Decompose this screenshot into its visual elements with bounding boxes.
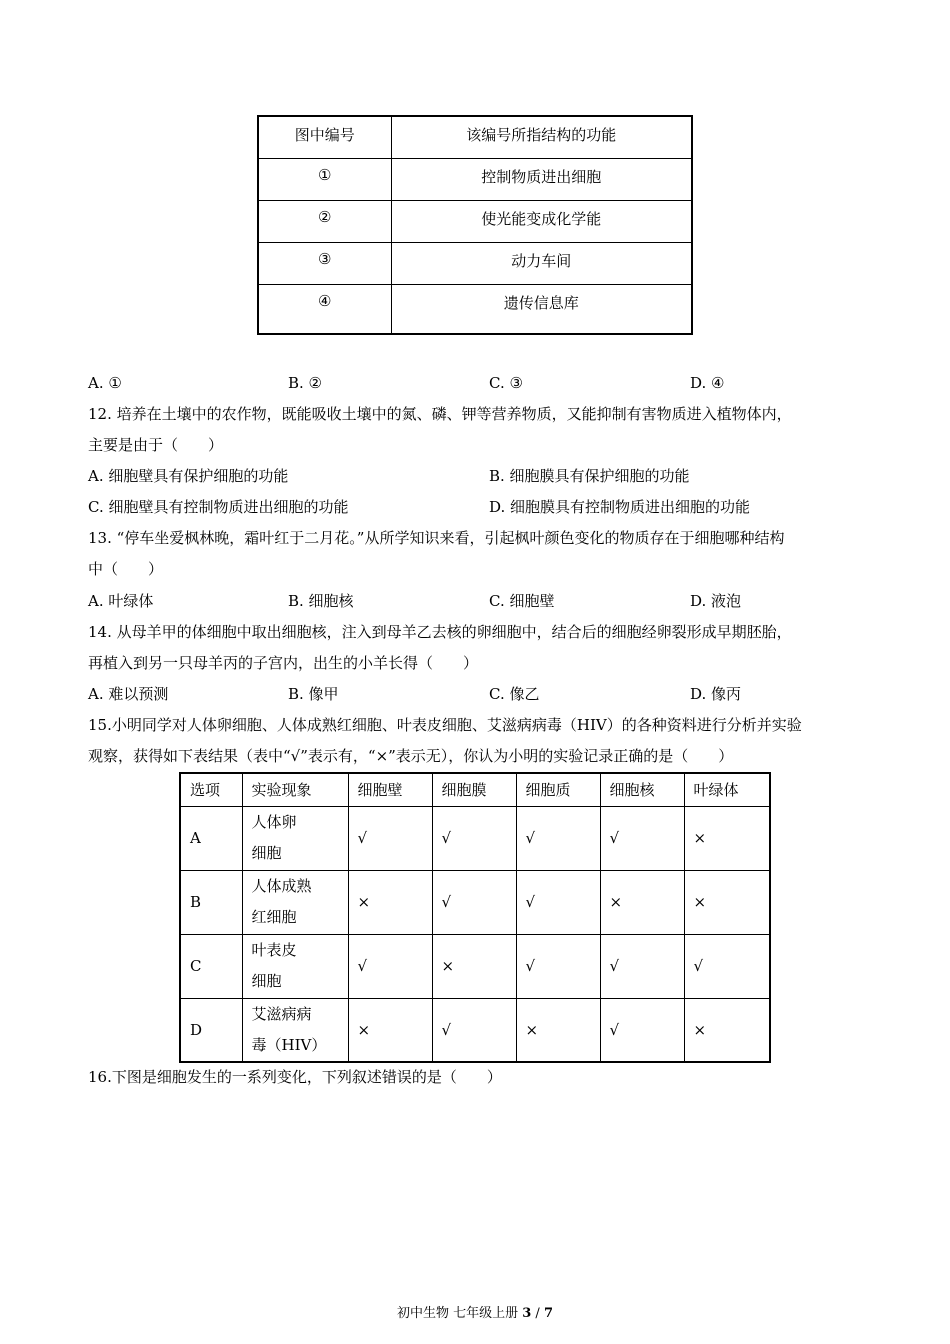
table2-header: 选项 [180,773,242,806]
q11-option-a: A. ① [88,374,122,392]
table1-cell: 动力车间 [391,242,692,284]
table2-mark: × [348,870,432,934]
q13-options [88,590,868,612]
q12-stem-line2: 主要是由于（ ） [88,436,224,454]
q13-option-a: A. 叶绿体 [88,592,154,610]
table2-row-c [180,934,770,998]
table2-mark: √ [600,934,684,998]
table2-mark: √ [348,806,432,870]
q11-option-c: C. ③ [489,374,523,392]
q13-option-c: C. 细胞壁 [489,592,555,610]
table2-option: A [180,806,242,870]
footer-page-number: 3 [522,1306,532,1321]
table2-option: B [180,870,242,934]
table2-mark: √ [432,998,516,1062]
table2-header: 叶绿体 [684,773,770,806]
table2-subject: 艾滋病病 毒（HIV） [242,998,348,1062]
q14-option-a: A. 难以预测 [88,685,169,703]
table2-option: D [180,998,242,1062]
q13-stem-line1: 13. “停车坐爱枫林晚，霜叶红于二月花。”从所学知识来看，引起枫叶颜色变化的物质存在于细胞哪种结构 [88,529,785,547]
table2-subject: 人体卵 细胞 [242,806,348,870]
q12-option-c: C. 细胞壁具有控制物质进出细胞的功能 [88,498,349,516]
q12-stem-line1: 12. 培养在土壤中的农作物，既能吸收土壤中的氮、磷、钾等营养物质，又能抑制有害物质进入植物体内， [88,405,792,423]
table2-row-a [180,806,770,870]
table2-mark: × [516,998,600,1062]
q12-option-a: A. 细胞壁具有保护细胞的功能 [88,467,289,485]
table2-mark: √ [600,998,684,1062]
q14-option-c: C. 像乙 [489,685,540,703]
q14-options [88,683,868,705]
table2-mark: √ [432,806,516,870]
table2-header: 实验现象 [242,773,348,806]
q11-option-b: B. ② [288,374,323,392]
table2-subject: 人体成熟 红细胞 [242,870,348,934]
q15-stem-line1: 15.小明同学对人体卵细胞、人体成熟红细胞、叶表皮细胞、艾滋病病毒（HIV）的各种资料进行分析并实验 [88,716,802,734]
table1-cell: ② [258,200,391,242]
table2-mark: × [600,870,684,934]
table1-cell: 遗传信息库 [391,284,692,334]
q12-options-row2 [88,496,868,518]
q12-option-d: D. 细胞膜具有控制物质进出细胞的功能 [489,498,751,516]
table2-mark: × [348,998,432,1062]
table2-header: 细胞壁 [348,773,432,806]
q14-option-d: D. 像丙 [690,685,742,703]
table1-cell: ③ [258,242,391,284]
table2-row-d [180,998,770,1062]
experiment-results-table [179,772,771,1063]
table2-mark: √ [516,934,600,998]
table2-mark: √ [684,934,770,998]
q13-option-b: B. 细胞核 [288,592,354,610]
q14-option-b: B. 像甲 [288,685,339,703]
q11-option-d: D. ④ [690,374,725,392]
table2-header: 细胞核 [600,773,684,806]
q14-stem-line1: 14. 从母羊甲的体细胞中取出细胞核，注入到母羊乙去核的卵细胞中，结合后的细胞经卵裂形成早期胚胎， [88,623,792,641]
table2-mark: √ [516,806,600,870]
footer-separator: / [531,1306,544,1321]
table2-mark: √ [516,870,600,934]
q12-options-row1 [88,465,868,487]
table1-cell: ④ [258,284,391,334]
table1-cell: ① [258,158,391,200]
table1-cell: 使光能变成化学能 [391,200,692,242]
q13-option-d: D. 液泡 [690,592,742,610]
structure-function-table [257,115,693,335]
table2-mark: × [684,870,770,934]
footer-total-pages: 7 [543,1306,553,1321]
page-footer [0,1302,950,1321]
table2-row-b [180,870,770,934]
table2-mark: × [684,998,770,1062]
q12-option-b: B. 细胞膜具有保护细胞的功能 [489,467,690,485]
table2-mark: √ [600,806,684,870]
q13-stem-line2: 中（ ） [88,560,164,578]
table2-subject: 叶表皮 细胞 [242,934,348,998]
table2-option: C [180,934,242,998]
table2-mark: × [432,934,516,998]
q14-stem-line2: 再植入到另一只母羊丙的子宫内，出生的小羊长得（ ） [88,654,479,672]
q11-options [88,372,868,394]
table2-mark: × [684,806,770,870]
table2-mark: √ [432,870,516,934]
footer-subject: 初中生物 七年级上册 [396,1306,523,1321]
table2-mark: √ [348,934,432,998]
table2-header: 细胞质 [516,773,600,806]
table1-cell: 控制物质进出细胞 [391,158,692,200]
q16-stem: 16.下图是细胞发生的一系列变化，下列叙述错误的是（ ） [88,1068,502,1086]
table2-header: 细胞膜 [432,773,516,806]
q15-stem-line2: 观察，获得如下表结果（表中“√”表示有，“×”表示无），你认为小明的实验记录正确的是（ ） [88,747,734,765]
table1-header-function: 该编号所指结构的功能 [391,116,692,158]
table1-header-number: 图中编号 [258,116,391,158]
